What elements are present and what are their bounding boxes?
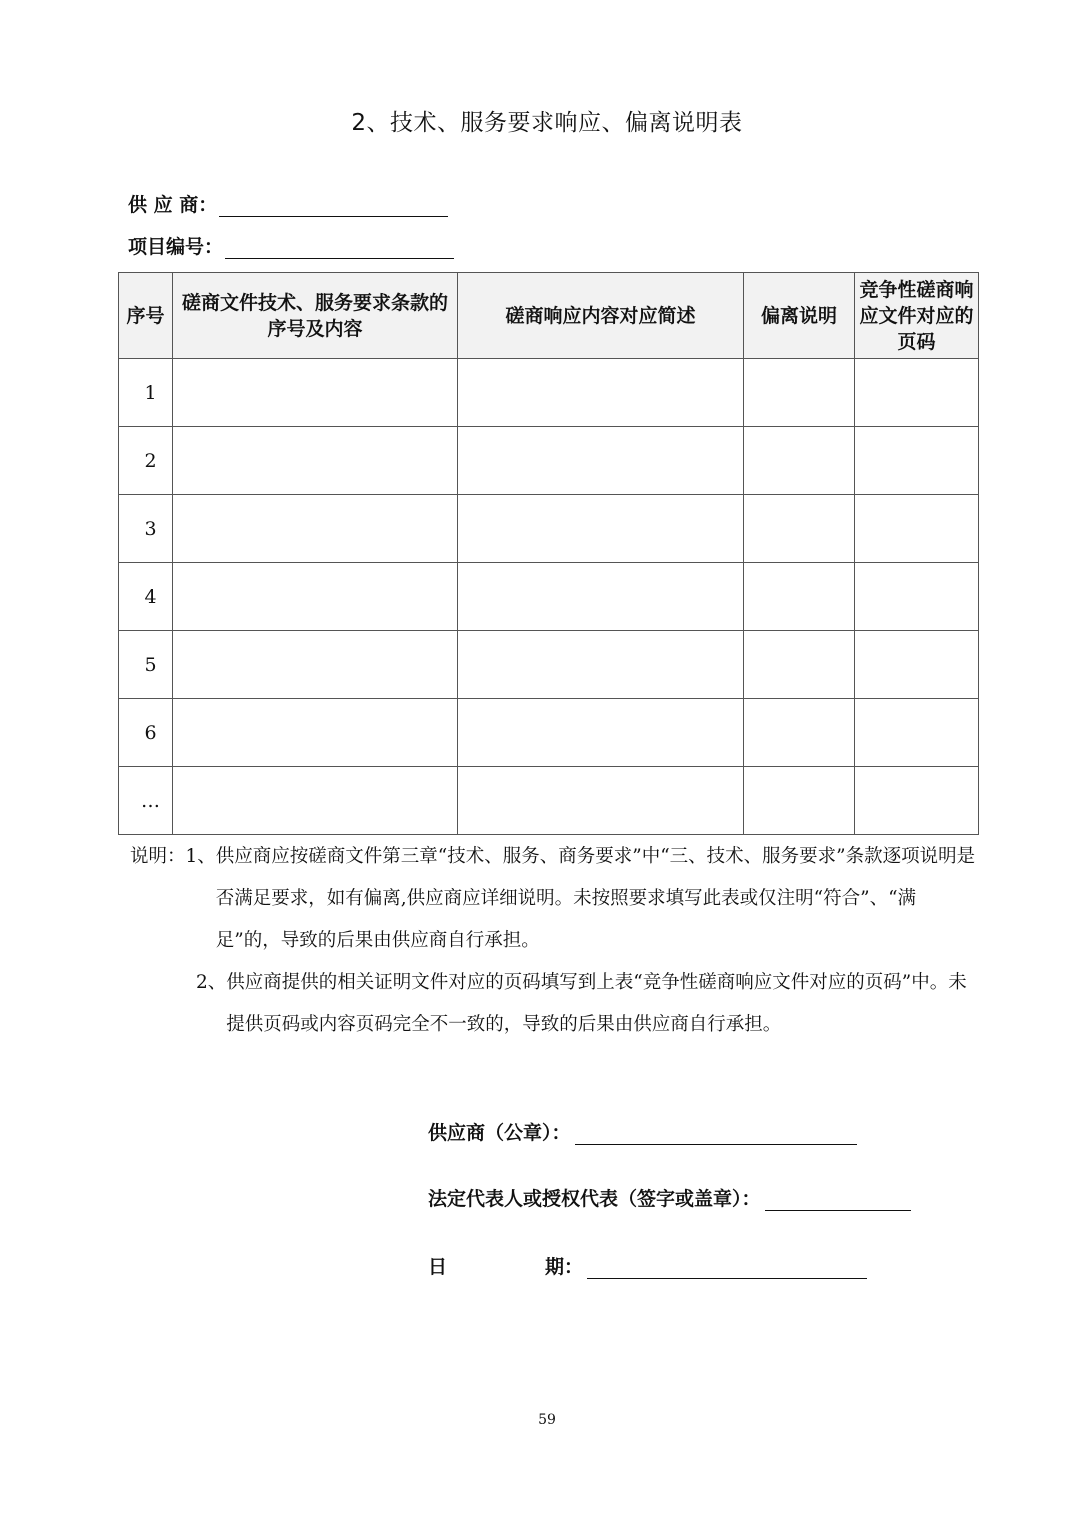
table-cell[interactable] [458, 563, 744, 631]
project-number-field [128, 232, 454, 259]
note-2-text: 供应商提供的相关证明文件对应的页码填写到上表“竞争性磋商响应文件对应的页码”中。未提供页码或内容页码完全不一致的，导致的后果由供应商自行承担。 [226, 972, 967, 1035]
table-cell[interactable] [458, 767, 744, 835]
date-label-1: 日 [428, 1256, 448, 1278]
row-number: 6 [119, 699, 173, 767]
table-cell[interactable] [458, 359, 744, 427]
table-row [119, 495, 979, 563]
table-cell[interactable] [173, 495, 458, 563]
table-row [119, 359, 979, 427]
note-1-text: 供应商应按磋商文件第三章“技术、服务、商务要求”中“三、技术、服务要求”条款逐项说明是否满足要求，如有偏离,供应商应详细说明。未按照要求填写此表或仅注明“符合”、“满足”的，导致的后果由供应商自行承担。 [215, 846, 976, 951]
table-cell[interactable] [458, 495, 744, 563]
response-deviation-table [118, 272, 979, 835]
row-number: 4 [119, 563, 173, 631]
table-row [119, 767, 979, 835]
header-response: 磋商响应内容对应简述 [458, 273, 744, 359]
table-cell[interactable] [855, 495, 979, 563]
header-page: 竞争性磋商响应文件对应的页码 [855, 273, 979, 359]
table-row [119, 699, 979, 767]
table-cell[interactable] [744, 427, 855, 495]
table-cell[interactable] [173, 767, 458, 835]
table-cell[interactable] [855, 359, 979, 427]
table-row [119, 563, 979, 631]
table-cell[interactable] [855, 767, 979, 835]
signature-rep-row [428, 1184, 911, 1211]
table-cell[interactable] [173, 631, 458, 699]
seal-input-line[interactable] [575, 1122, 857, 1145]
date-label-2: 期： [545, 1256, 584, 1278]
row-number: … [119, 767, 173, 835]
header-deviation: 偏离说明 [744, 273, 855, 359]
header-requirement: 磋商文件技术、服务要求条款的序号及内容 [173, 273, 458, 359]
table-cell[interactable] [744, 563, 855, 631]
project-number-input-line[interactable] [225, 238, 454, 259]
seal-label: 供应商（公章）： [428, 1122, 571, 1144]
row-number: 5 [119, 631, 173, 699]
note-1-number: 1、 [185, 846, 216, 867]
note-item-1 [130, 836, 980, 962]
notes-section [130, 836, 980, 1046]
page-title: 2、技术、服务要求响应、偏离说明表 [351, 110, 743, 136]
table-cell[interactable] [173, 427, 458, 495]
note-item-2 [130, 962, 980, 1046]
header-seq: 序号 [119, 273, 173, 359]
row-number: 3 [119, 495, 173, 563]
table-cell[interactable] [855, 563, 979, 631]
table-header-row [119, 273, 979, 359]
supplier-input-line[interactable] [219, 196, 448, 217]
table-cell[interactable] [855, 427, 979, 495]
supplier-field [128, 190, 448, 217]
table-row [119, 631, 979, 699]
note-2-number: 2、 [196, 972, 227, 993]
signature-date-row [428, 1252, 867, 1279]
date-input-line[interactable] [587, 1256, 867, 1279]
row-number: 2 [119, 427, 173, 495]
table-cell[interactable] [458, 699, 744, 767]
table-cell[interactable] [744, 767, 855, 835]
table-cell[interactable] [744, 359, 855, 427]
table-cell[interactable] [744, 699, 855, 767]
table-cell[interactable] [744, 631, 855, 699]
table-cell[interactable] [744, 495, 855, 563]
supplier-label: 供 应 商： [128, 194, 218, 216]
page-number: 59 [538, 1412, 556, 1428]
project-number-label: 项目编号： [128, 236, 224, 258]
table-cell[interactable] [458, 427, 744, 495]
rep-input-line[interactable] [765, 1188, 911, 1211]
rep-label: 法定代表人或授权代表（签字或盖章）： [428, 1188, 761, 1210]
table-cell[interactable] [173, 359, 458, 427]
table-cell[interactable] [173, 699, 458, 767]
signature-seal-row [428, 1118, 857, 1145]
table-cell[interactable] [855, 699, 979, 767]
row-number: 1 [119, 359, 173, 427]
notes-prefix: 说明： [130, 846, 186, 867]
table-row [119, 427, 979, 495]
table-cell[interactable] [855, 631, 979, 699]
table-cell[interactable] [173, 563, 458, 631]
table-cell[interactable] [458, 631, 744, 699]
